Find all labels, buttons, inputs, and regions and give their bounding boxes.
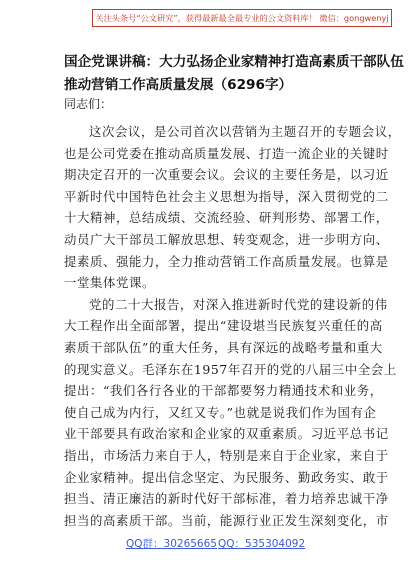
document-body [64, 121, 401, 531]
promo-banner-text: 关注头条号“公文研究”，获得最新最全最专业的公文资料库！ 微信：gongwenyj [95, 13, 389, 23]
greeting: 同志们： [64, 97, 113, 111]
body-line: 一堂集体党课。 [64, 275, 155, 291]
promo-banner [92, 9, 392, 27]
document-title [64, 51, 404, 97]
body-line: 提出：“我们各行各业的干部都要努力精通技术和业务， [64, 383, 383, 399]
body-line: 平新时代中国特色社会主义思想为指导，深入贯彻党的二 [64, 188, 389, 204]
body-line: 指出，市场活力来自于人，特别是来自于企业家，来自于 [64, 447, 389, 463]
body-line: 企业家精神。提出信念坚定、为民服务、勤政务实、敢于 [64, 469, 389, 485]
body-line: 的现实意义。毛泽东在1957年召开的党的八届三中全会上 [64, 361, 397, 377]
body-line: 担当的高素质干部。当前，能源行业正发生深刻变化，市 [64, 512, 389, 528]
body-line: 也是公司党委在推动高质量发展、打造一流企业的关键时 [64, 145, 389, 161]
page-footer [0, 533, 408, 555]
body-line: 党的二十大报告，对深入推进新时代党的建设新的伟 [89, 296, 388, 312]
body-line: 大工程作出全面部署，提出“建设堪当民族复兴重任的高 [64, 318, 383, 334]
body-line: 业干部要具有政治家和企业家的双重素质。习近平总书记 [64, 426, 389, 442]
qq-contact-link[interactable]: QQ：535304092 [218, 538, 306, 550]
body-line: 十大精神，总结成绩、交流经验、研判形势、部署工作， [64, 210, 389, 226]
body-line: 素质干部队伍”的重大任务，具有深远的战略考量和重大 [64, 339, 383, 355]
body-line: 担当、清正廉洁的新时代好干部标准，着力培养忠诚干净 [64, 491, 389, 507]
body-line: 这次会议，是公司首次以营销为主题召开的专题会议， [89, 124, 401, 139]
qq-group-link[interactable]: QQ群：30265665 [126, 538, 217, 550]
body-line: 动员广大干部员工解放思想、转变观念，进一步明方向、 [64, 231, 389, 247]
title-line: 国企党课讲稿：大力弘扬企业家精神打造高素质干部队伍 [64, 54, 404, 70]
body-line: 期决定召开的一次重要会议。会议的主要任务是，以习近 [64, 167, 389, 183]
title-line: 推动营销工作高质量发展（6296字） [64, 77, 293, 93]
body-line: 使自己成为内行，又红又专。”也就是说我们作为国有企 [64, 404, 377, 420]
body-line: 提素质、强能力，全力推动营销工作高质量发展。也算是 [64, 253, 389, 269]
